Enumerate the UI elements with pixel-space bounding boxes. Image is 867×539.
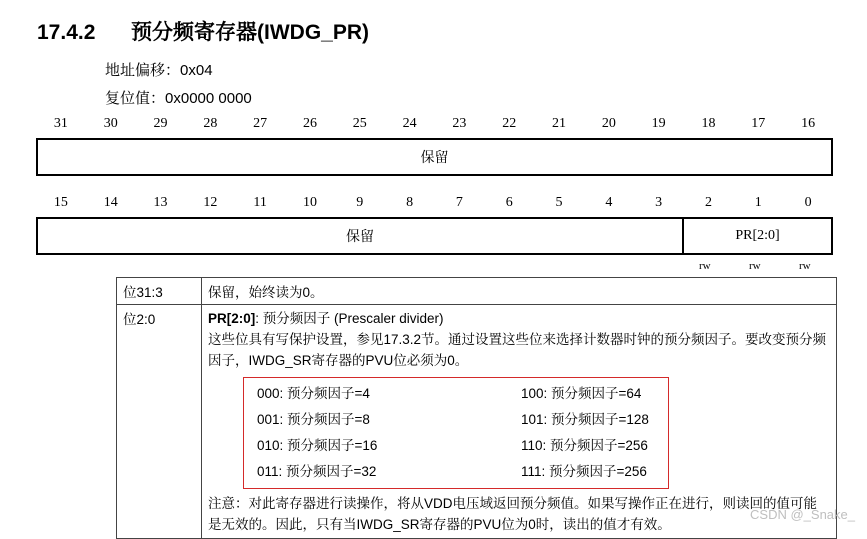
bit-number: 17: [751, 116, 766, 131]
access-rw: rw: [749, 260, 761, 272]
bit-description: [202, 305, 837, 539]
bit-number: 22: [502, 116, 517, 131]
bit-number: 19: [651, 116, 666, 131]
option-item: 001: 预分频因子=8: [257, 412, 370, 427]
bit-number: 2: [704, 195, 712, 210]
address-offset: [105, 59, 213, 80]
bit-number: 30: [103, 116, 118, 131]
bit-number: 1: [754, 195, 762, 210]
bit-number: 29: [153, 116, 168, 131]
bit-number: 26: [302, 116, 317, 131]
bit-number: 24: [402, 116, 417, 131]
option-item: 010: 预分频因子=16: [257, 438, 378, 453]
section-title: 预分频寄存器(IWDG_PR): [131, 21, 369, 44]
bit-number: 16: [801, 116, 816, 131]
bit-number: 14: [103, 195, 118, 210]
section-number: 17.4.2: [37, 21, 96, 44]
bit-number: 18: [701, 116, 716, 131]
bit-number: 28: [203, 116, 218, 131]
reset-value: [105, 87, 252, 108]
option-item: 000: 预分频因子=4: [257, 386, 370, 401]
bit-number: 25: [352, 116, 367, 131]
bit-range: 位2:0: [117, 305, 202, 539]
bit-number: 21: [552, 116, 567, 131]
bit-number: 7: [455, 195, 463, 210]
bit-number: 0: [804, 195, 812, 210]
field-name: PR[2:0]: [208, 311, 256, 326]
reserved-field-low: [36, 217, 684, 255]
bit-number: 27: [253, 116, 268, 131]
prescaler-options-box: [243, 377, 669, 489]
table-row: [117, 305, 837, 539]
option-item: 100: 预分频因子=64: [521, 386, 642, 401]
option-item: 101: 预分频因子=128: [521, 412, 649, 427]
bit-description: 保留，始终读为0。: [202, 278, 837, 305]
bit-number: 9: [356, 195, 364, 210]
reserved-field-high: [36, 138, 833, 176]
access-rw: rw: [799, 260, 811, 272]
pr-field-label: PR[2:0]: [735, 228, 780, 243]
access-rw: rw: [699, 260, 711, 272]
reserved-label: 保留: [420, 151, 449, 166]
bit-number: 10: [302, 195, 317, 210]
bit-numbers-low: [36, 195, 833, 213]
bit-number: 15: [53, 195, 68, 210]
option-item: 011: 预分频因子=32: [257, 464, 377, 479]
bit-number: 13: [153, 195, 168, 210]
option-item: 110: 预分频因子=256: [521, 438, 648, 453]
bit-number: 12: [203, 195, 218, 210]
reset-label: 复位值：: [105, 90, 166, 107]
watermark: CSDN @_Snake_: [750, 507, 855, 522]
bit-number: 20: [601, 116, 616, 131]
bit-number: 4: [605, 195, 613, 210]
reset-value-text: 0x0000 0000: [165, 90, 252, 107]
bit-number: 8: [406, 195, 414, 210]
field-note: 注意：对此寄存器进行读操作，将从VDD电压域返回预分频值。如果写操作正在进行，则读回的值可能是无效的。因此，只有当IWDG_SR寄存器的PVU位为0时，读出的值才有效。: [208, 496, 818, 532]
bit-number: 5: [555, 195, 563, 210]
field-title: [208, 308, 830, 329]
option-item: 111: 预分频因子=256: [521, 464, 647, 479]
bit-range: 位31:3: [117, 278, 202, 305]
offset-value: 0x04: [180, 62, 213, 79]
bit-description-table: [116, 277, 837, 539]
bit-number: 23: [452, 116, 467, 131]
bit-numbers-high: [36, 116, 833, 134]
reserved-label: 保留: [346, 230, 374, 245]
bit-number: 11: [253, 195, 267, 210]
table-row: [117, 278, 837, 305]
bit-number: 3: [655, 195, 663, 210]
field-subtitle: : 预分频因子 (Prescaler divider): [255, 311, 444, 326]
pr-field: [682, 217, 833, 255]
bit-number: 31: [53, 116, 68, 131]
field-paragraph: 这些位具有写保护设置，参见17.3.2节。通过设置这些位来选择计数器时钟的预分频因子。要改变预分频因子，IWDG_SR寄存器的PVU位必须为0。: [208, 332, 827, 368]
bit-number: 6: [505, 195, 513, 210]
offset-label: 地址偏移：: [105, 62, 181, 79]
section-heading: [37, 16, 369, 46]
